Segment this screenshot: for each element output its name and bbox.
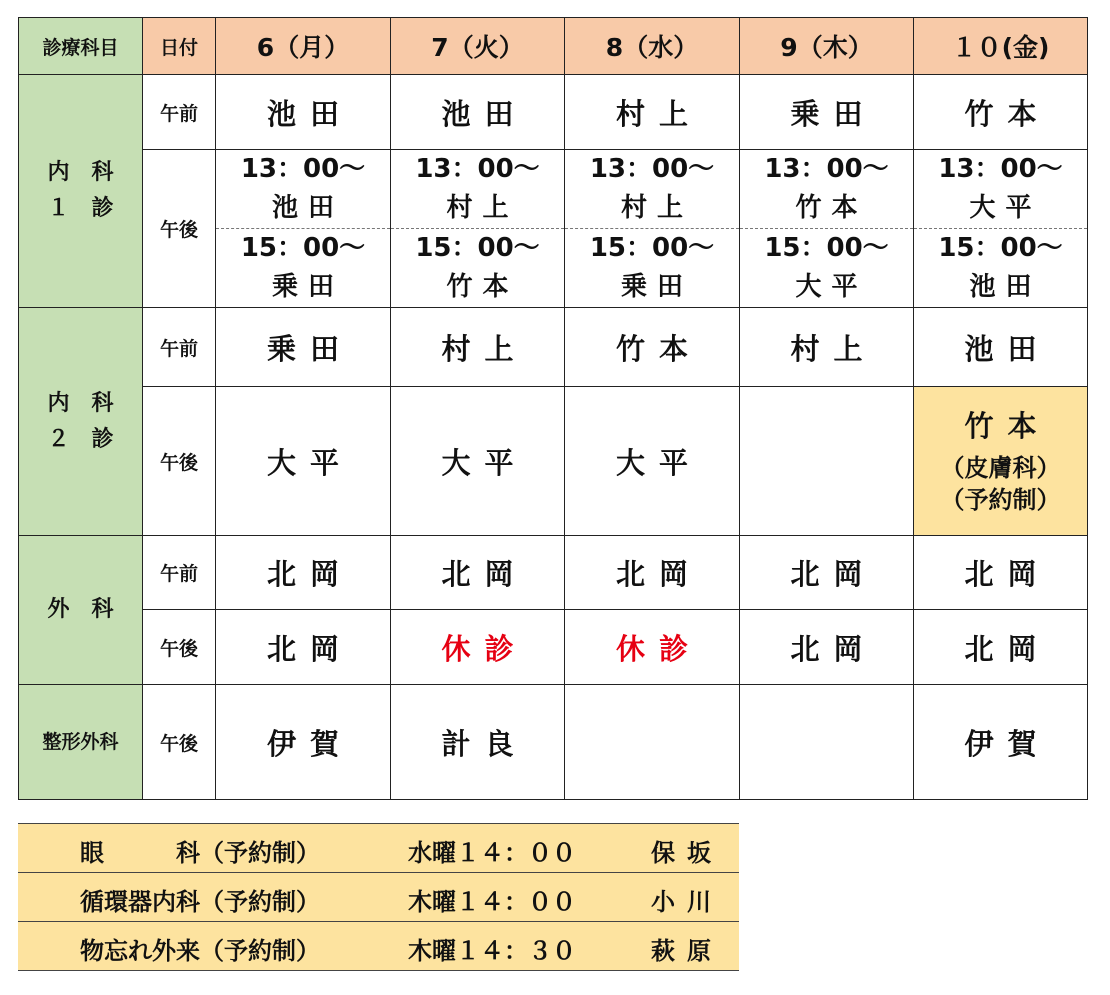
slot-doctor: 竹本: [446, 272, 519, 302]
header-date: 日付: [143, 18, 216, 75]
slot-time: 15：00～: [240, 233, 366, 263]
special-row-cardiology: [18, 872, 739, 921]
slot-doctor: 大平: [969, 193, 1042, 223]
slot-doctor: 大平: [795, 272, 868, 302]
slot-time: 13：00～: [938, 154, 1063, 184]
naika1-pm-thu: [740, 150, 914, 308]
naika1-am-tue: 池田: [391, 75, 565, 150]
period-pm: 午後: [143, 150, 216, 308]
slot-time: 13：00～: [240, 154, 366, 184]
naika2-pm-mon: 大平: [216, 387, 391, 536]
seikei-pm-thu: [740, 685, 914, 800]
naika2-pm-wed: 大平: [565, 387, 740, 536]
special-time: 水曜１４：００: [408, 839, 576, 867]
slot-doctor: 村上: [446, 193, 519, 223]
seikei-pm-mon: 伊賀: [216, 685, 391, 800]
naika1-pm-wed: [565, 150, 740, 308]
naika2-am-fri: 池田: [914, 308, 1088, 387]
slot-doctor: 乗田: [620, 272, 693, 302]
special-dept: 眼 科（予約制）: [80, 839, 320, 867]
naika2-am-row: [19, 308, 1088, 387]
naika2-am-mon: 乗田: [216, 308, 391, 387]
period-pm: 午後: [143, 685, 216, 800]
naika1-pm-fri: [914, 150, 1088, 308]
period-am: 午前: [143, 308, 216, 387]
dept-seikei: 整形外科: [19, 685, 143, 800]
geka-am-row: [19, 536, 1088, 610]
geka-pm-mon: 北岡: [216, 610, 391, 685]
special-doctor: 小川: [651, 888, 723, 916]
naika2-am-thu: 村上: [740, 308, 914, 387]
naika1-pm-mon: [216, 150, 391, 308]
slot-doctor: 村上: [620, 193, 693, 223]
naika2-pm-fri-doctor: 竹本: [964, 409, 1051, 443]
dept-naika1-line2: １ 診: [47, 196, 114, 221]
special-time: 木曜１４：００: [408, 888, 576, 916]
special-time: 木曜１４：３０: [408, 937, 576, 965]
dept-geka: 外 科: [19, 536, 143, 685]
dept-naika2-line1: 内 科: [47, 390, 114, 416]
dept-naika1: [19, 75, 143, 308]
special-dept: 循環器内科（予約制）: [80, 888, 320, 916]
geka-am-thu: 北岡: [740, 536, 914, 610]
naika1-pm-tue: [391, 150, 565, 308]
slot-doctor: 池田: [969, 272, 1042, 302]
header-day-thu: 9（木）: [740, 18, 914, 75]
geka-am-fri: 北岡: [914, 536, 1088, 610]
dept-naika2-line2: ２ 診: [47, 426, 114, 452]
naika2-am-tue: 村上: [391, 308, 565, 387]
geka-pm-row: [19, 610, 1088, 685]
dept-naika1-line1: 内 科: [47, 160, 114, 185]
special-clinics: [18, 823, 739, 971]
special-dept: 物忘れ外来（予約制）: [80, 937, 320, 965]
period-am: 午前: [143, 75, 216, 150]
naika1-am-row: [19, 75, 1088, 150]
naika1-am-wed: 村上: [565, 75, 740, 150]
special-doctor: 萩原: [651, 937, 723, 965]
naika2-pm-fri-note-dept: （皮膚科）: [940, 454, 1061, 482]
special-row-memory: [18, 921, 739, 971]
naika2-pm-row: [19, 387, 1088, 536]
header-dept: 診療科目: [19, 18, 143, 75]
geka-pm-tue-closed: 休診: [391, 610, 565, 685]
naika2-am-wed: 竹本: [565, 308, 740, 387]
geka-am-mon: 北岡: [216, 536, 391, 610]
seikei-pm-wed: [565, 685, 740, 800]
slot-time: 15：00～: [589, 233, 715, 263]
naika2-pm-thu: [740, 387, 914, 536]
special-doctor: 保坂: [651, 839, 723, 867]
slot-doctor: 竹本: [795, 193, 868, 223]
naika1-am-thu: 乗田: [740, 75, 914, 150]
slot-time: 13：00～: [764, 154, 889, 184]
period-pm: 午後: [143, 387, 216, 536]
geka-am-wed: 北岡: [565, 536, 740, 610]
header-day-tue: 7（火）: [391, 18, 565, 75]
geka-pm-wed-closed: 休診: [565, 610, 740, 685]
period-pm: 午後: [143, 610, 216, 685]
naika1-pm-row: [19, 150, 1088, 308]
slot-time: 13：00～: [415, 154, 540, 184]
header-day-wed: 8（水）: [565, 18, 740, 75]
dept-naika2: [19, 308, 143, 536]
header-day-mon: 6（月）: [216, 18, 391, 75]
schedule-table: [18, 17, 1088, 800]
seikei-pm-tue: 計良: [391, 685, 565, 800]
geka-pm-fri: 北岡: [914, 610, 1088, 685]
naika2-pm-fri-note-reserve: （予約制）: [940, 486, 1061, 514]
seikei-row: [19, 685, 1088, 800]
naika1-am-fri: 竹本: [914, 75, 1088, 150]
header-row: [19, 18, 1088, 75]
slot-time: 13：00～: [589, 154, 715, 184]
slot-doctor: 池田: [271, 193, 344, 223]
naika2-pm-tue: 大平: [391, 387, 565, 536]
naika1-am-mon: 池田: [216, 75, 391, 150]
slot-doctor: 乗田: [271, 272, 344, 302]
slot-time: 15：00～: [415, 233, 540, 263]
slot-time: 15：00～: [764, 233, 889, 263]
naika2-pm-fri: [914, 387, 1088, 536]
geka-am-tue: 北岡: [391, 536, 565, 610]
seikei-pm-fri: 伊賀: [914, 685, 1088, 800]
header-day-fri: １０(金): [914, 18, 1088, 75]
period-am: 午前: [143, 536, 216, 610]
geka-pm-thu: 北岡: [740, 610, 914, 685]
special-row-ophthalmology: [18, 823, 739, 872]
slot-time: 15：00～: [938, 233, 1063, 263]
